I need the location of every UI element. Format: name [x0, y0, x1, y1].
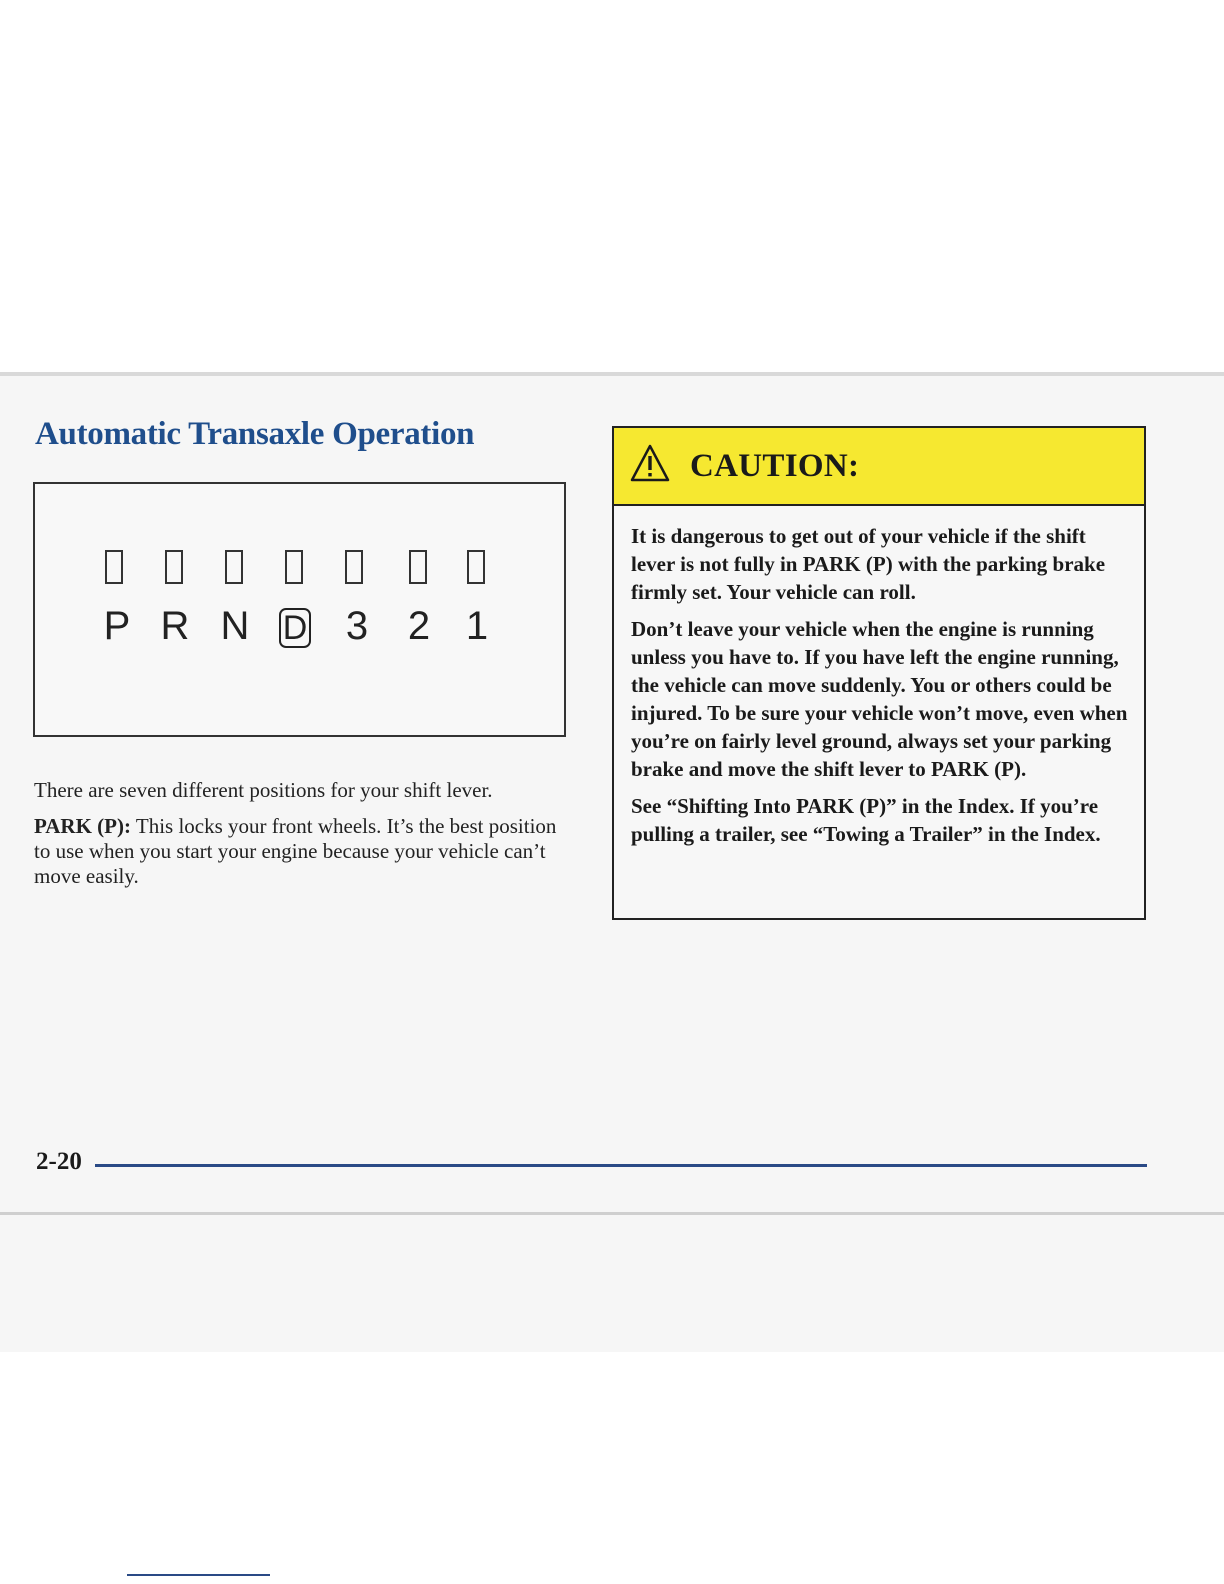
indicator-lights-row: [105, 550, 505, 590]
caution-paragraph: See “Shifting Into PARK (P)” in the Index. If you’re pulling a trailer, see “Towing a Trailer” in the Index.: [631, 794, 1101, 846]
indicator-light: [345, 550, 363, 584]
gear-label-3: 3: [345, 604, 369, 648]
indicator-light: [225, 550, 243, 584]
indicator-light: [105, 550, 123, 584]
indicator-light: [467, 550, 485, 584]
page-bottom-edge: [0, 1212, 1224, 1215]
park-description: This locks your front wheels. It’s the best position to use when you start your engine because your vehicle can’t move easily.: [34, 814, 557, 888]
indicator-light: [409, 550, 427, 584]
indicator-light: [165, 550, 183, 584]
caution-box: [612, 426, 1146, 920]
gear-label-p: P: [103, 604, 131, 648]
shift-indicator-diagram: [33, 482, 566, 737]
caution-body: [631, 522, 1131, 857]
page-number: 2-20: [36, 1148, 82, 1175]
intro-paragraph: There are seven different positions for your shift lever.: [34, 778, 493, 802]
caution-header: [614, 428, 1144, 506]
bottom-rule-fragment: [127, 1574, 270, 1576]
footer-rule: [95, 1164, 1147, 1167]
park-term: PARK (P):: [34, 814, 131, 838]
gear-label-2: 2: [407, 604, 431, 648]
indicator-light: [285, 550, 303, 584]
page-title: Automatic Transaxle Operation: [35, 416, 475, 452]
park-paragraph: [34, 814, 570, 889]
page-top-edge: [0, 372, 1224, 376]
caution-paragraph: Don’t leave your vehicle when the engine is running unless you have to. If you have left the engine running, the vehicle can move suddenly. You or others could be injured. To be sure your vehicle won’t move, even when you’re on fairly level ground, always set your parking brake and move the shift lever to PARK (P).: [631, 617, 1128, 781]
caution-title: CAUTION:: [690, 448, 860, 484]
gear-label-d-selected: [275, 606, 315, 648]
gear-label-n: N: [220, 604, 250, 648]
gear-label-d: D: [279, 608, 312, 648]
gear-label-1: 1: [465, 604, 489, 648]
gear-label-r: R: [160, 604, 190, 648]
warning-triangle-icon: [630, 444, 670, 482]
caution-paragraph: It is dangerous to get out of your vehicle if the shift lever is not fully in PARK (P) with the parking brake firmly set. Your vehicle can roll.: [631, 524, 1106, 604]
